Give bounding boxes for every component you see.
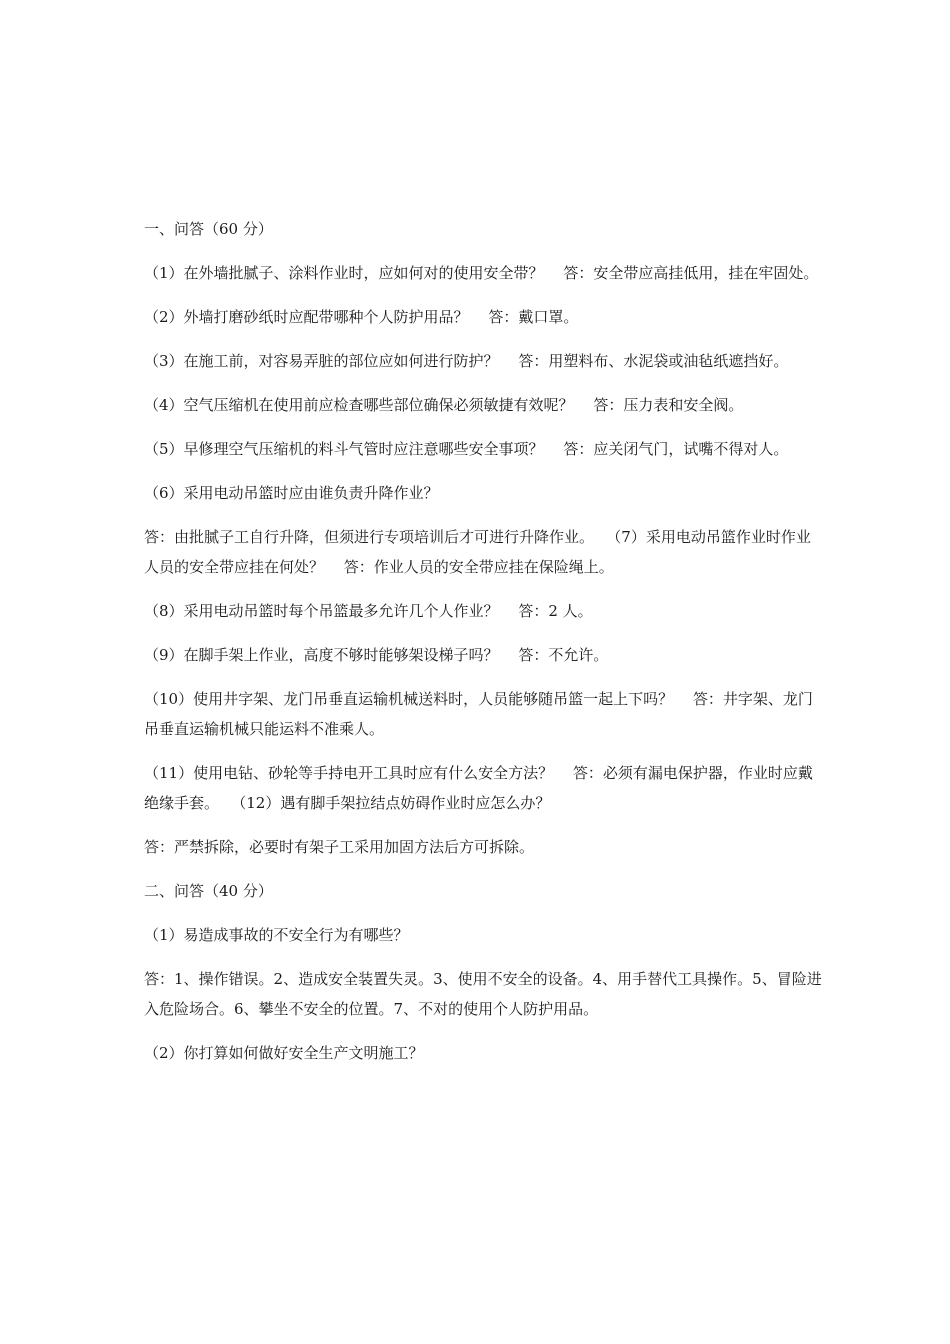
section2-answer-1: 答：1、操作错误。2、造成安全装置失灵。3、使用不安全的设备。4、用手替代工具操作。5、冒险进入危险场合。6、攀坐不安全的位置。7、不对的使用个人防护用品。	[144, 970, 822, 1018]
answer-12: 答：严禁拆除，必要时有架子工采用加固方法后方可拆除。	[144, 838, 535, 856]
question-9: （9）在脚手架上作业，高度不够时能够架设梯子吗？ 答：不允许。	[144, 646, 609, 664]
section2-question-2: （2）你打算如何做好安全生产文明施工？	[144, 1044, 424, 1062]
question-11-12: （11）使用电钻、砂轮等手持电开工具时应有什么安全方法？ 答：必须有漏电保护器，作业时应戴绝缘手套。 （12）遇有脚手架拉结点妨碍作业时应怎么办？	[144, 764, 813, 812]
question-2: （2）外墙打磨砂纸时应配带哪种个人防护用品？ 答：戴口罩。	[144, 308, 579, 326]
question-8: （8）采用电动吊篮时每个吊篮最多允许几个人作业？ 答：2 人。	[144, 602, 593, 620]
question-5: （5）早修理空气压缩机的料斗气管时应注意哪些安全事项？ 答：应关闭气门，试嘴不得对人。	[144, 440, 789, 458]
question-3: （3）在施工前，对容易弄脏的部位应如何进行防护？ 答：用塑料布、水泥袋或油毡纸遮挡好。	[144, 352, 789, 370]
answer-6-question-7: 答：由批腻子工自行升降，但须进行专项培训后才可进行升降作业。 （7）采用电动吊篮作业时作业人员的安全带应挂在何处？ 答：作业人员的安全带应挂在保险绳上。	[144, 528, 811, 576]
question-10: （10）使用井字架、龙门吊垂直运输机械送料时，人员能够随吊篮一起上下吗？ 答：井字架、龙门吊垂直运输机械只能运料不准乘人。	[144, 690, 813, 738]
section2-question-1: （1）易造成事故的不安全行为有哪些？	[144, 926, 409, 944]
section-heading-2: 二、问答（40 分）	[144, 882, 273, 900]
question-6: （6）采用电动吊篮时应由谁负责升降作业？	[144, 484, 439, 502]
document-body	[144, 214, 824, 1082]
question-4: （4）空气压缩机在使用前应检查哪些部位确保必须敏捷有效呢？ 答：压力表和安全阀。	[144, 396, 744, 414]
section-heading-1: 一、问答（60 分）	[144, 220, 273, 238]
question-1: （1）在外墙批腻子、涂料作业时，应如何对的使用安全带？ 答：安全带应高挂低用，挂在牢固处。	[144, 264, 819, 282]
